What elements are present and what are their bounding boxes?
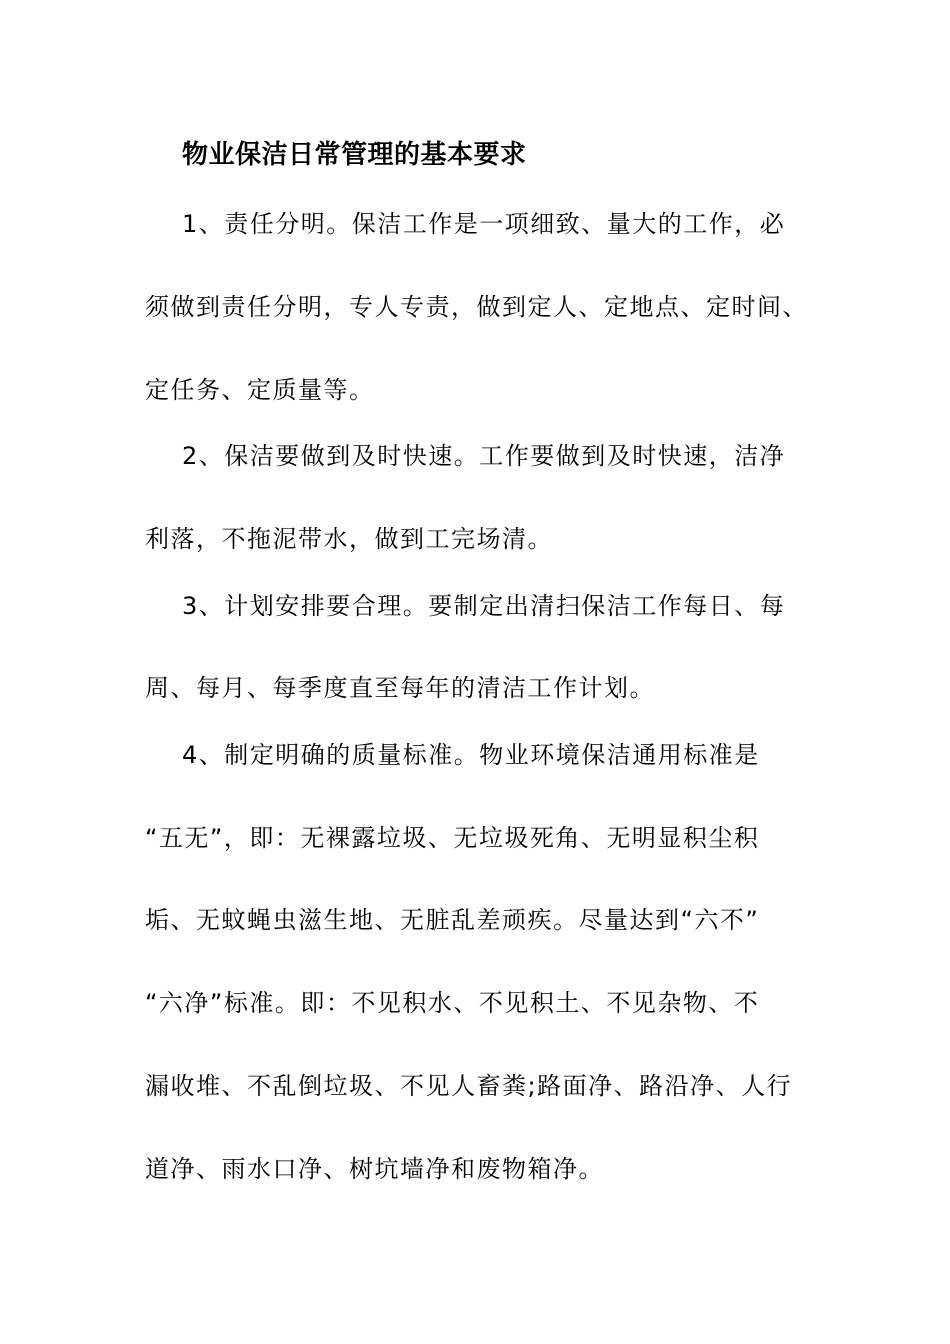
paragraph-4-line-6: 道净、雨水口净、树坑墙净和废物箱净。 bbox=[145, 1155, 604, 1183]
paragraph-3-line-1: 3、计划安排要合理。要制定出清扫保洁工作每日、每 bbox=[182, 592, 786, 620]
document-title: 物业保洁日常管理的基本要求 bbox=[182, 140, 527, 170]
paragraph-4-line-5: 漏收堆、不乱倒垃圾、不见人畜粪;路面净、路沿净、人行 bbox=[145, 1072, 793, 1100]
paragraph-1-line-1: 1、责任分明。保洁工作是一项细致、量大的工作，必 bbox=[182, 210, 786, 238]
paragraph-2-line-1: 2、保洁要做到及时快速。工作要做到及时快速，洁净 bbox=[182, 442, 786, 470]
paragraph-4-line-1: 4、制定明确的质量标准。物业环境保洁通用标准是 bbox=[182, 741, 760, 769]
paragraph-1-line-3: 定任务、定质量等。 bbox=[145, 376, 375, 404]
paragraph-3-line-2: 周、每月、每季度直至每年的清洁工作计划。 bbox=[145, 674, 655, 702]
paragraph-2-line-2: 利落，不拖泥带水，做到工完场清。 bbox=[145, 525, 553, 553]
paragraph-1-line-2: 须做到责任分明，专人专责，做到定人、定地点、定时间、 bbox=[145, 293, 808, 321]
paragraph-4-line-4: “六净”标准。即：不见积水、不见积土、不见杂物、不 bbox=[145, 989, 760, 1017]
paragraph-4-line-2: “五无”，即：无裸露垃圾、无垃圾死角、无明显积尘积 bbox=[145, 824, 760, 852]
paragraph-4-line-3: 垢、无蚊蝇虫滋生地、无脏乱差顽疾。尽量达到“六不” bbox=[145, 906, 760, 934]
